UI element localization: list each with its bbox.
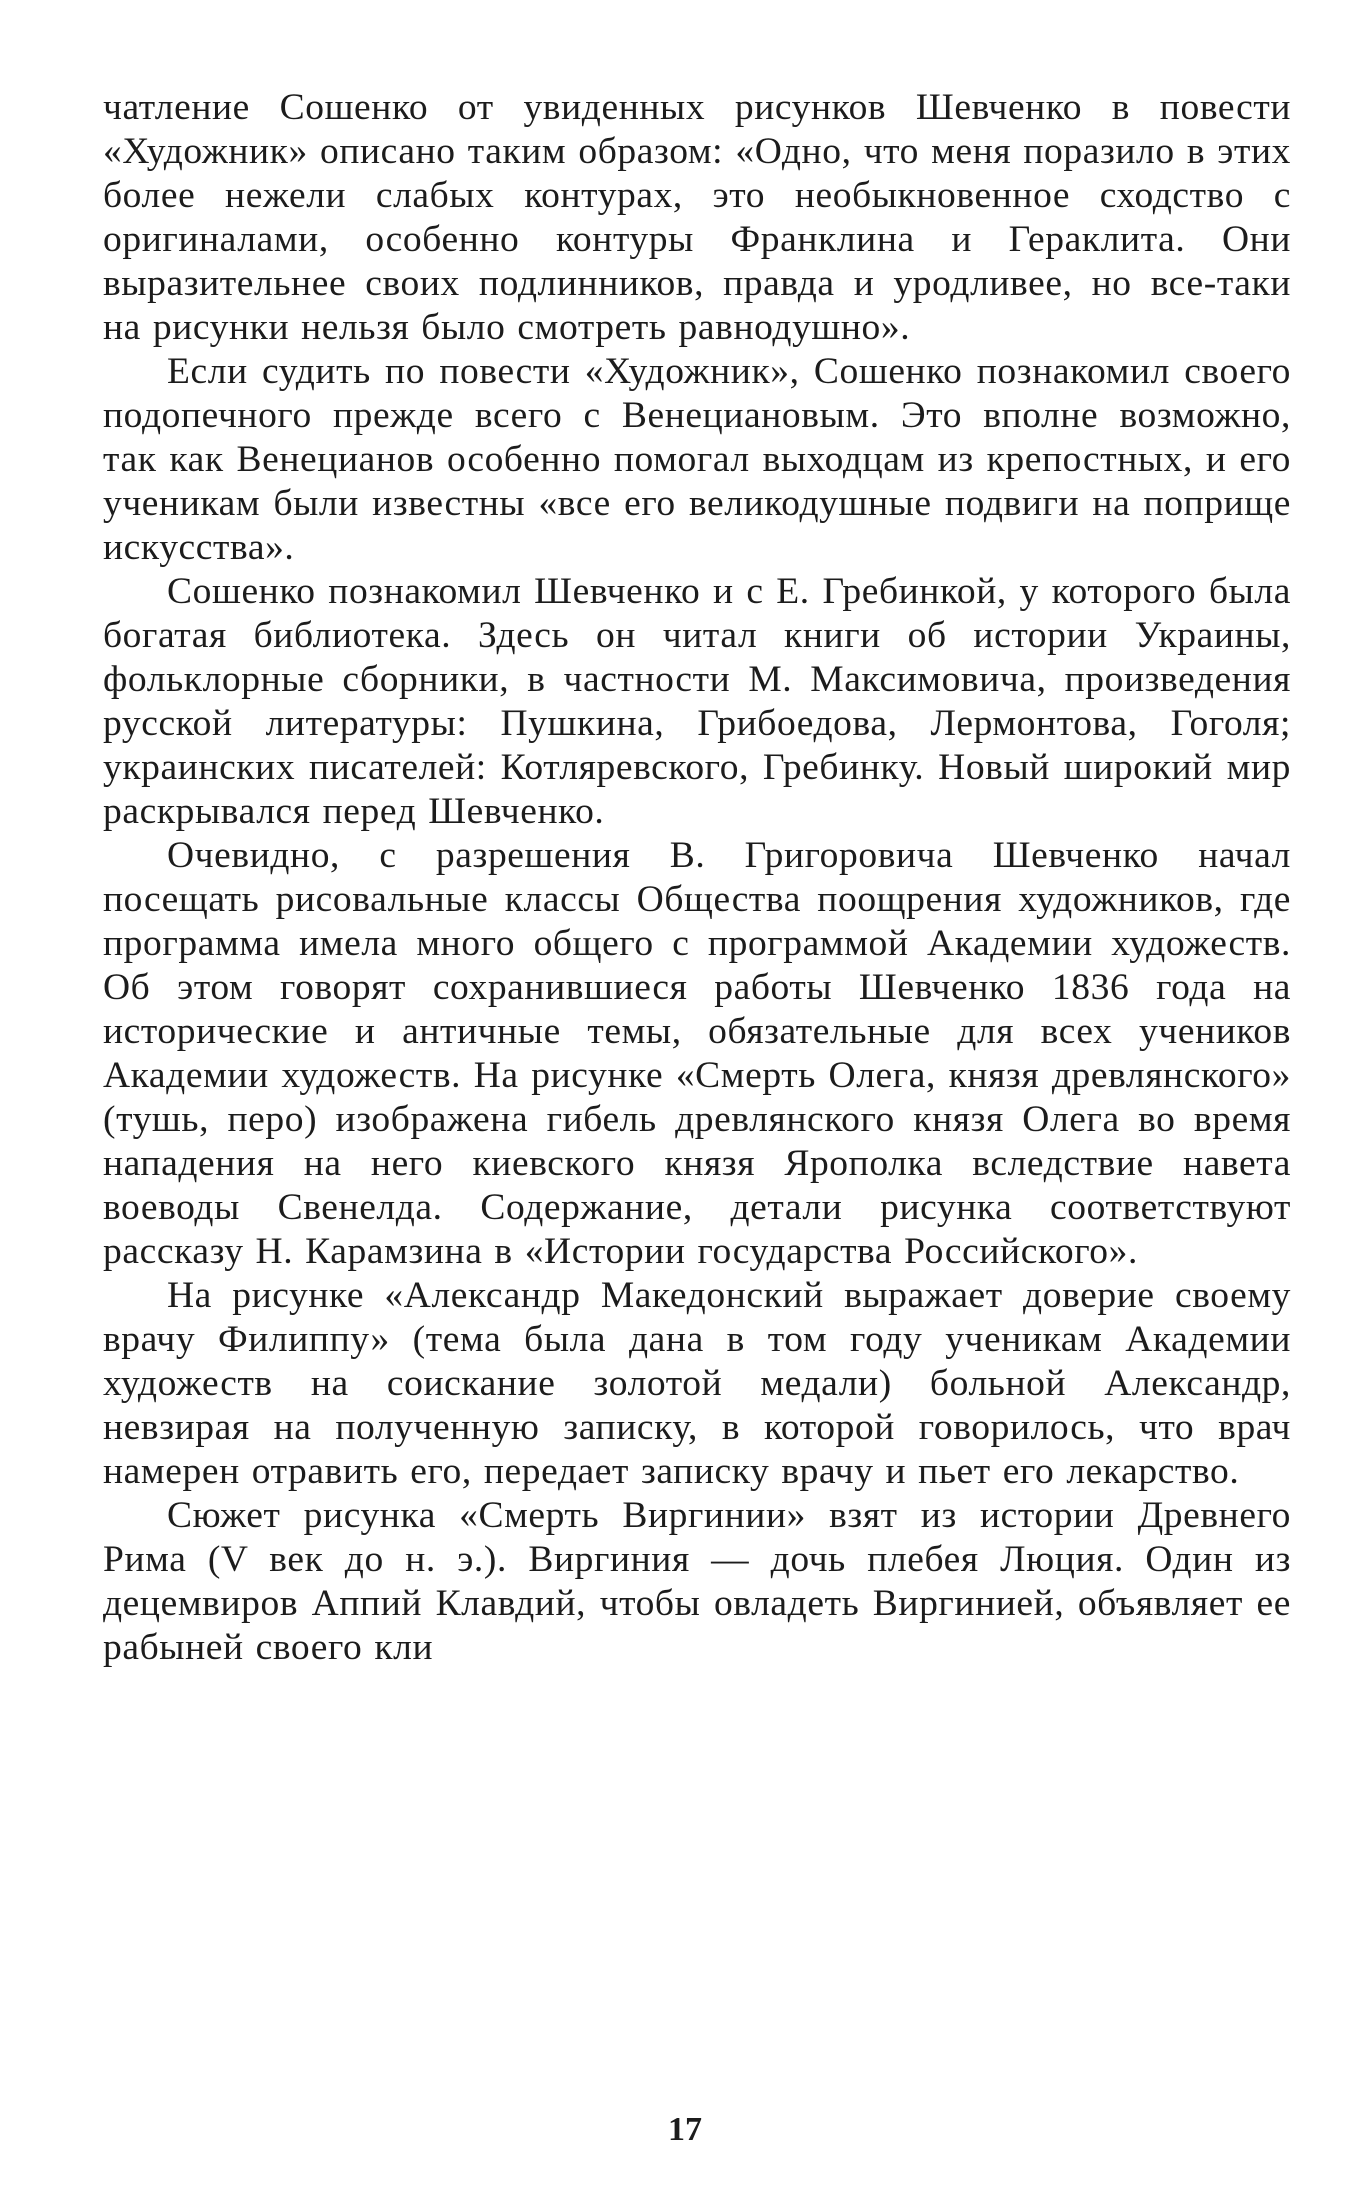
page-number: 17 <box>668 2111 702 2148</box>
paragraph-4: Очевидно, с разрешения В. Григоровича Шевченко начал посещать рисовальные классы Общества поощрения художников, где программа имела много общего с программой Академии художеств. Об этом говорят сохранившиеся работы Шевченко 1836 года на исторические и античные темы, обязательные для всех учеников Академии художеств. На рисунке «Смерть Олега, князя древлянского» (тушь, перо) изображена гибель древлянского князя Олега во время нападения на него киевского князя Ярополка вследствие навета воеводы Свенелда. Содержание, детали рисунка соответствуют рассказу Н. Карамзина в «Истории государства Российского». <box>103 835 1291 1272</box>
page-body <box>103 86 1291 1670</box>
paragraph-5: На рисунке «Александр Македонский выражает доверие своему врачу Филиппу» (тема была дана в том году ученикам Академии художеств на соискание золотой медали) больной Александр, невзирая на полученную записку, в которой говорилось, что врач намерен отравить его, передает записку врачу и пьет его лекарство. <box>103 1275 1291 1492</box>
paragraph-1: чатление Сошенко от увиденных рисунков Шевченко в повести «Художник» описано таким образом: «Одно, что меня поразило в этих более нежели слабых контурах, это необыкновенное сходство с оригиналами, особенно контуры Франклина и Гераклита. Они выразительнее своих подлинников, правда и уродливее, но все-таки на рисунки нельзя было смотреть равнодушно». <box>103 87 1291 348</box>
paragraph-3: Сошенко познакомил Шевченко и с Е. Гребинкой, у которого была богатая библиотека. Здесь он читал книги об истории Украины, фольклорные сборники, в частности М. Максимовича, произведения русской литературы: Пушкина, Грибоедова, Лермонтова, Гоголя; украинских писателей: Котляревского, Гребинку. Новый широкий мир раскрывался перед Шевченко. <box>103 571 1291 832</box>
paragraph-6: Сюжет рисунка «Смерть Виргинии» взят из истории Древнего Рима (V век до н. э.). Виргиния — дочь плебея Люция. Один из децемвиров Аппий Клавдий, чтобы овладеть Виргинией, объявляет ее рабыней своего кли <box>103 1495 1291 1668</box>
paragraph-2: Если судить по повести «Художник», Сошенко познакомил своего подопечного прежде всего с Венециановым. Это вполне возможно, так как Венецианов особенно помогал выходцам из крепостных, и его ученикам были известны «все его великодушные подвиги на поприще искусства». <box>103 351 1291 568</box>
